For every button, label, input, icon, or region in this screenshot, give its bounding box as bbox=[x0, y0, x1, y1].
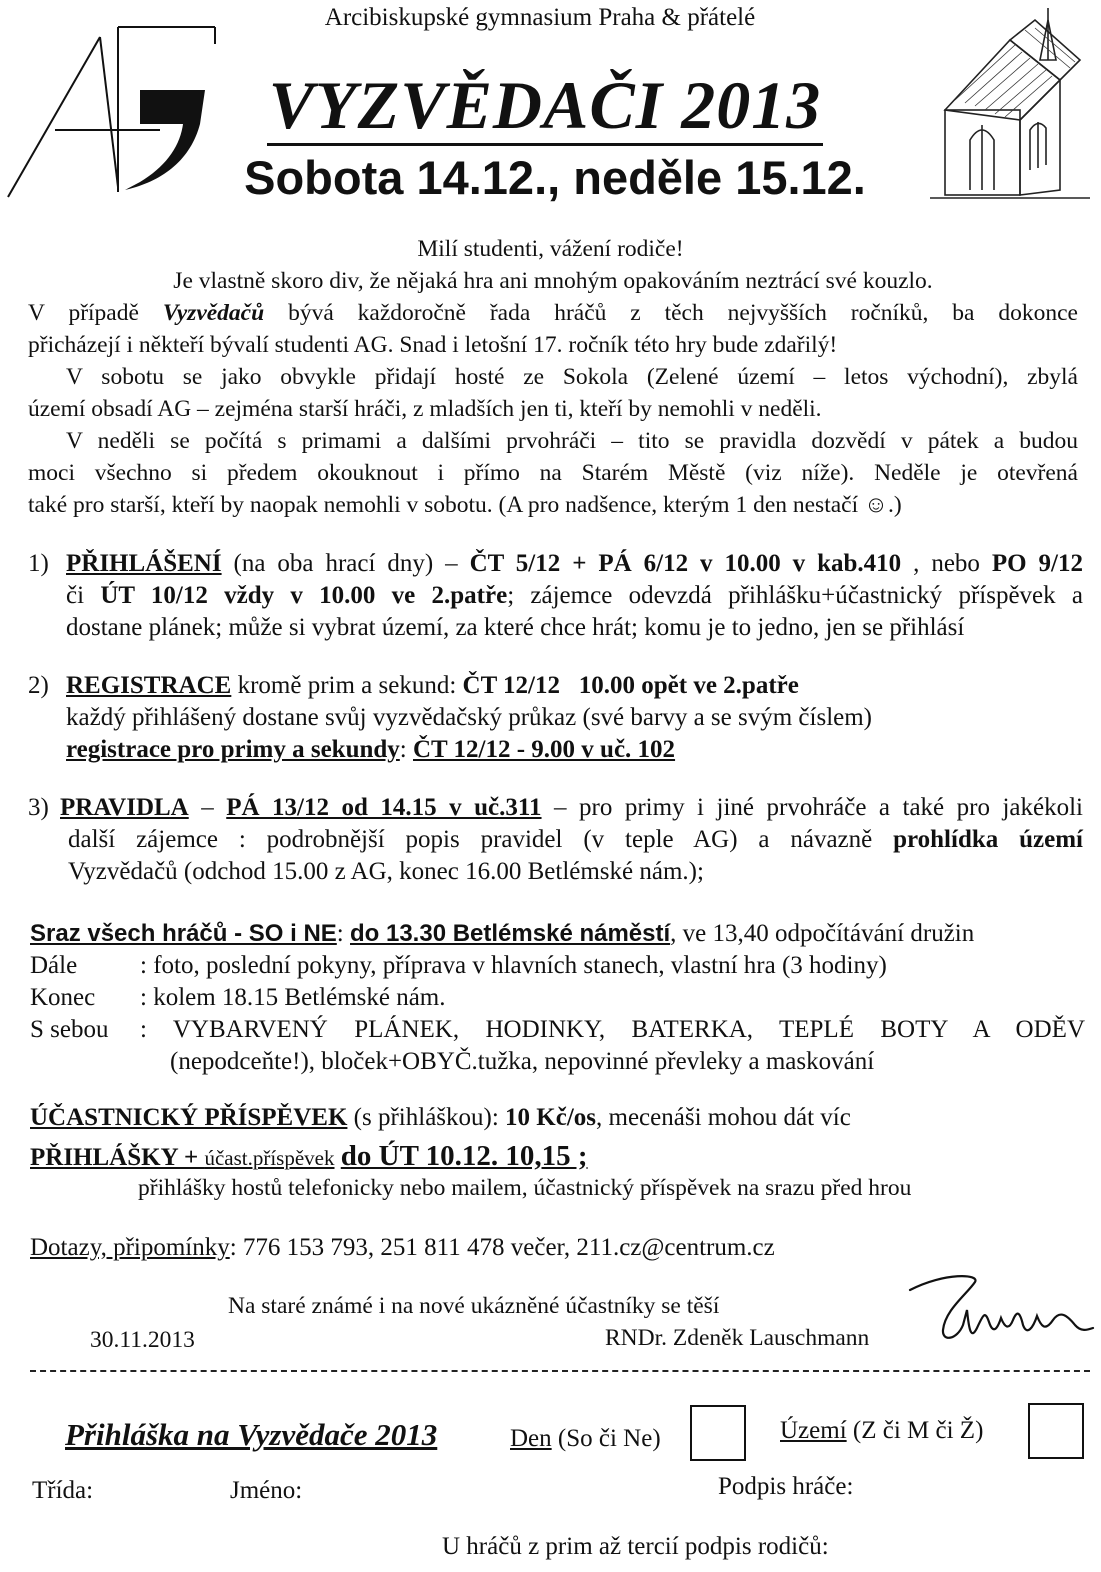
signup-deadline: PŘIHLÁŠKY + účast.příspěvek do ÚT 10.12. 10,15 ; bbox=[30, 1140, 588, 1172]
intro-line: území obsadí AG – zejména starší hráči, z mladších jen ti, kteří by nemohli v neděli. bbox=[28, 396, 822, 422]
intro-line: V případě Vyzvědačů bývá každoročně řada hráčů z těch nejvyšších ročníků, ba dokonce bbox=[28, 300, 1078, 326]
signup-form bbox=[0, 1395, 1101, 1572]
ag-logo bbox=[0, 12, 230, 202]
event-dates: Sobota 14.12., neděle 15.12. bbox=[244, 151, 866, 204]
item-number: 3) bbox=[28, 794, 49, 821]
cut-line bbox=[30, 1370, 1090, 1372]
item-registration-signup: 1) PŘIHLÁŠENÍ (na oba hrací dny) – ČT 5/12 + PÁ 6/12 v 10.00 v kab.410 , nebo PO 9/12 či ÚT 10/12 vždy v 10.00 ve 2.patře; zájemce odevzdá přihlášku+účastnický příspěvek a dostane plánek; může si vybrat území, za které chce hrát; komu je to jedno, jen se přihlásí bbox=[28, 550, 1084, 641]
closing-text: Na staré známé i na nové ukázněné účastníky se těší bbox=[228, 1293, 720, 1319]
intro-line: V sobotu se jako obvykle přidají hosté ze Sokola (Zelené území – letos východní), zbylá bbox=[66, 364, 1078, 390]
item-number: 2) bbox=[28, 672, 49, 699]
church-drawing bbox=[930, 0, 1098, 208]
intro-text bbox=[28, 265, 1078, 521]
day-label: Den (So či Ne) bbox=[510, 1425, 661, 1452]
name-label: Jméno: bbox=[230, 1477, 303, 1504]
school-name: Arcibiskupské gymnasium Praha & přátelé bbox=[324, 4, 756, 31]
item-registration-card: 2) REGISTRACE kromě prim a sekund: ČT 12/12 10.00 opět ve 2.patře každý přihlášený dostane svůj vyzvědačský průkaz (své barvy a se svým číslem) registrace pro primy a sekundy: ČT 12/12 - 9.00 v uč. 102 bbox=[28, 672, 873, 763]
area-label: Území (Z či M či Ž) bbox=[780, 1417, 984, 1444]
meeting-row: Dále : foto, poslední pokyny, příprava v hlavních stanech, vlastní hra (3 hodiny) bbox=[30, 952, 887, 979]
participation-fee: ÚČASTNICKÝ PŘÍSPĚVEK (s přihláškou): 10 Kč/os, mecenáši mohou dát víc bbox=[30, 1104, 851, 1131]
intro-line: moci všechno si předem okouknout i přímo na Starém Městě (viz níže). Neděle je otevřená bbox=[28, 460, 1078, 486]
parent-signature-label: U hráčů z prim až tercií podpis rodičů: bbox=[442, 1533, 829, 1560]
author-name: RNDr. Zdeněk Lauschmann bbox=[605, 1325, 870, 1351]
player-signature-label: Podpis hráče: bbox=[718, 1473, 854, 1500]
form-title: Přihláška na Vyzvědače 2013 bbox=[65, 1417, 438, 1452]
contact-info: Dotazy, připomínky: 776 153 793, 251 811 478 večer, 211.cz@centrum.cz bbox=[30, 1234, 775, 1261]
intro-line: V neděli se počítá s primami a dalšími prvohráči – tito se pravidla dozvědí v pátek a budou bbox=[66, 428, 1078, 454]
page-title: VYZVĚDAČI 2013 bbox=[255, 66, 835, 145]
intro-line: přicházejí i někteří bývalí studenti AG. Snad i letošní 17. ročník této hry bude zdařilý! bbox=[28, 332, 838, 358]
intro-line: Je vlastně skoro div, že nějaká hra ani mnohým opakováním neztrácí své kouzlo. bbox=[173, 268, 933, 294]
greeting: Milí studenti, vážení rodiče! bbox=[417, 236, 684, 262]
area-box[interactable] bbox=[1028, 1403, 1084, 1459]
closing-date: 30.11.2013 bbox=[90, 1327, 195, 1353]
item-rules: 3) PRAVIDLA – PÁ 13/12 od 14.15 v uč.311 – pro primy i jiné prvohráče a také pro jakékoli další zájemce : podrobnější popis pravidel (v teple AG) a návazně prohlídka území Vyzvědačů (odchod 15.00 z AG, konec 16.00 Betlémské nám.); bbox=[28, 794, 1084, 885]
deadline-note: přihlášky hostů telefonicky nebo mailem, účastnický příspěvek na srazu před hrou bbox=[138, 1175, 912, 1201]
meeting-row: S sebou : VYBARVENÝ PLÁNEK, HODINKY, BATERKA, TEPLÉ BOTY A ODĚV bbox=[30, 1016, 1085, 1043]
meeting-row: Konec : kolem 18.15 Betlémské nám. bbox=[30, 984, 446, 1011]
meeting-info: Sraz všech hráčů - SO i NE: do 13.30 Betlémské náměstí, ve 13,40 odpočítávání družin Dále : foto, poslední pokyny, příprava v hlavních stanech, vlastní hra (3 hodiny) Konec : kolem 18.15 Betlémské nám. S sebou : VYBARVENÝ PLÁNEK, HODINKY, BATERKA, TEPLÉ BOTY A ODĚV (nepodceňte!), bloček+OBYČ.tužka, nepovinné převleky a maskování bbox=[30, 920, 1085, 1075]
item-number: 1) bbox=[28, 550, 49, 577]
day-box[interactable] bbox=[690, 1405, 746, 1461]
handwritten-signature bbox=[905, 1270, 1095, 1360]
class-label: Třída: bbox=[32, 1477, 94, 1504]
intro-line: také pro starší, kteří by naopak nemohli v sobotu. (A pro nadšence, kterým 1 den nestačí ☺.) bbox=[28, 492, 902, 518]
